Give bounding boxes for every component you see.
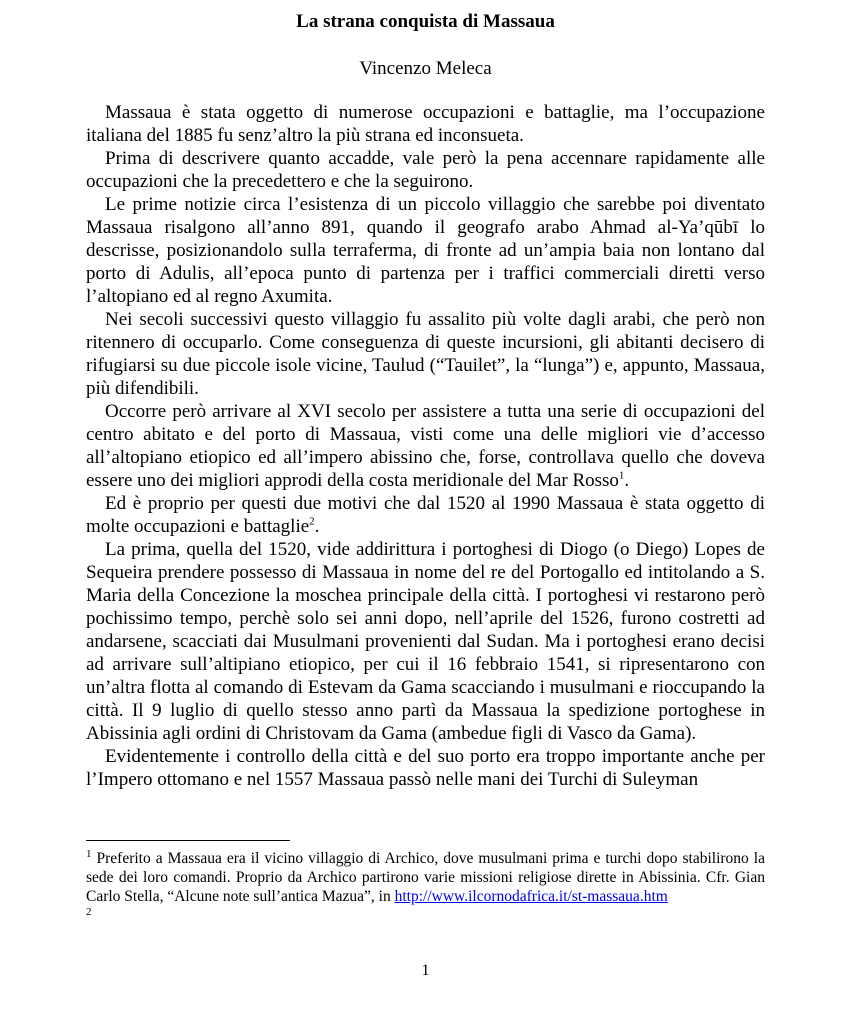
paragraph [86, 101, 765, 147]
paragraph-text: Nei secoli successivi questo villaggio fu assalito più volte dagli arabi, che però non ritennero di occuparlo. Come conseguenza di queste incursioni, gli abitanti decisero di rifugiarsi su due piccole isole vicine, Taulud (“Tauilet”, la “lunga”) e, appunto, Massaua, più difendibili. [86, 309, 765, 399]
footnote [86, 849, 765, 906]
paragraph-text: Le prime notizie circa l’esistenza di un piccolo villaggio che sarebbe poi diventato Massaua risalgono all’anno 891, quando il geografo arabo Ahmad al-Ya’qūbī lo descrisse, posizionandolo sulla terraferma, di fronte ad un’ampia baia non lontano dal porto di Adulis, all’epoca punto di partenza per i traffici commerciali diretti verso l’altopiano ed al regno Axumita. [86, 194, 765, 307]
footnotes [86, 849, 765, 919]
paragraph [86, 538, 765, 745]
paragraph [86, 400, 765, 492]
footnote-marker: 2 [86, 906, 92, 918]
page-number: 1 [421, 962, 430, 979]
document-author: Vincenzo Meleca [359, 58, 492, 79]
paragraph-tail: . [624, 470, 630, 491]
footnote-reference[interactable]: 2 [309, 515, 315, 528]
paragraph [86, 745, 765, 791]
paragraph-tail: . [314, 516, 320, 537]
paragraph [86, 308, 765, 400]
footnote-reference[interactable]: 1 [618, 469, 625, 482]
paragraph-text: La prima, quella del 1520, vide addirittura i portoghesi di Diogo (o Diego) Lopes de Sequeira prendere possesso di Massaua in nome del re del Portogallo ed intitolando a S. Maria della Concezione la moschea principale della città. I portoghesi vi restarono però pochissimo tempo, perchè solo sei anni dopo, nell’aprile del 1526, furono costretti ad andarsene, scacciati dai Musulmani provenienti dal Sudan. Ma i portoghesi erano decisi ad arrivare sull’altipiano etiopico, per cui il 16 febbraio 1541, si ripresentarono con un’altra flotta al comando di Estevam da Gama scacciando i musulmani e rioccupando la città. Il 9 luglio di quello stesso anno partì da Massaua la spedizione portoghese in Abissinia agli ordini di Christovam da Gama (ambedue figli di Vasco da Gama). [86, 539, 765, 744]
document-page [86, 0, 765, 1015]
footnote-marker: 1 [86, 847, 92, 860]
paragraph-text: Occorre però arrivare al XVI secolo per assistere a tutta una serie di occupazioni del centro abitato e del porto di Massaua, visti come una delle migliori vie d’accesso all’altopiano etiopico ed all’impero abissino che, forse, controllava quello che doveva essere uno dei migliori approdi della costa meridionale del Mar Rosso [86, 401, 765, 491]
footnote-text: Preferito a Massaua era il vicino villaggio di Archico, dove musulmani prima e turchi dopo stabilirono la sede dei loro comandi. Proprio da Archico partirono varie missioni religiose dirette in Abissinia. Cfr. Gian Carlo Stella, “Alcune note sull’antica Mazua”, in [86, 850, 765, 905]
paragraph [86, 193, 765, 308]
paragraph [86, 147, 765, 193]
footnote-separator [86, 840, 290, 841]
document-title: La strana conquista di Massaua [296, 11, 555, 32]
document-body [86, 101, 765, 791]
paragraph-text: Prima di descrivere quanto accadde, vale però la pena accennare rapidamente alle occupazioni che la precedettero e che la seguirono. [86, 148, 765, 192]
paragraph-text: Evidentemente i controllo della città e del suo porto era troppo importante anche per l’Impero ottomano e nel 1557 Massaua passò nelle mani dei Turchi di Suleyman [86, 746, 765, 790]
paragraph [86, 492, 765, 538]
footnote [86, 906, 765, 919]
footnote-link[interactable]: http://www.ilcornodafrica.it/st-massaua.htm [394, 888, 668, 905]
paragraph-text: Massaua è stata oggetto di numerose occupazioni e battaglie, ma l’occupazione italiana del 1885 fu senz’altro la più strana ed inconsueta. [86, 102, 765, 146]
paragraph-text: Ed è proprio per questi due motivi che dal 1520 al 1990 Massaua è stata oggetto di molte occupazioni e battaglie [86, 493, 765, 537]
